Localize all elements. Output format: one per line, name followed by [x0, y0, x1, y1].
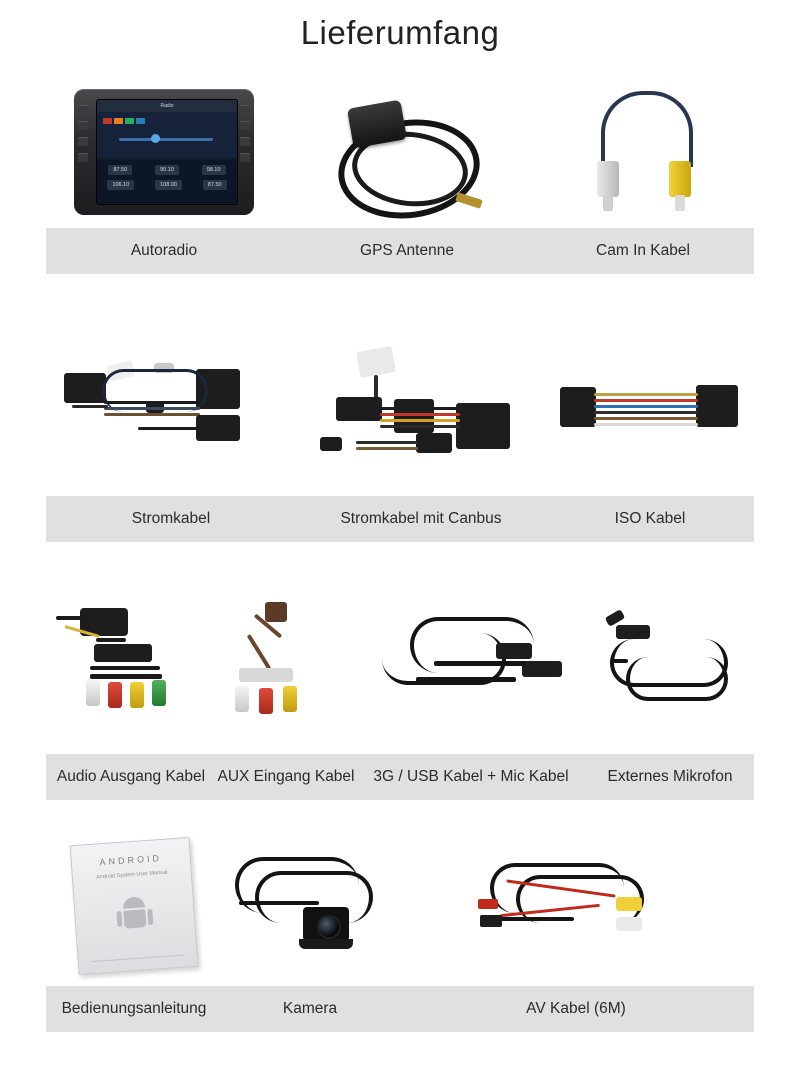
stromkabel-image — [46, 326, 296, 496]
label-bedienungsanleitung: Bedienungsanleitung — [61, 1000, 207, 1017]
row-4-images — [46, 826, 754, 986]
page-title: Lieferumfang — [300, 14, 500, 51]
label-usb-mic-kabel: 3G / USB Kabel + Mic Kabel — [373, 768, 569, 785]
row-4 — [46, 826, 754, 1032]
row-1-labels — [46, 228, 754, 274]
label-stromkabel-canbus: Stromkabel mit Canbus — [340, 510, 502, 527]
user-manual-booklet-icon — [70, 837, 199, 975]
label-cam-in-kabel: Cam In Kabel — [596, 242, 690, 259]
iso-kabel-image — [546, 326, 754, 496]
preset-1: 87.50 — [108, 165, 132, 175]
label-audio-ausgang-kabel: Audio Ausgang Kabel — [56, 768, 206, 785]
bedienungsanleitung-image — [46, 826, 222, 986]
manual-brand: ANDROID — [99, 852, 163, 868]
row-1 — [46, 78, 754, 274]
label-iso-kabel: ISO Kabel — [614, 510, 686, 527]
radio-screen-header: Radio — [160, 103, 174, 109]
autoradio-image — [46, 78, 282, 228]
canbus-wiring-harness-icon — [296, 341, 546, 481]
car-stereo-head-unit-icon — [66, 83, 262, 223]
row-2 — [46, 326, 754, 542]
rca-camera-input-cable-icon — [583, 83, 703, 223]
preset-5: 108.00 — [155, 180, 182, 190]
av-extension-cable-icon — [476, 841, 676, 971]
row-2-images — [46, 326, 754, 496]
aux-input-rca-cable-icon — [221, 594, 351, 734]
usb-mic-kabel-image — [356, 574, 586, 754]
row-2-labels — [46, 496, 754, 542]
label-externes-mikrofon: Externes Mikrofon — [607, 768, 733, 785]
preset-3: 98.10 — [202, 165, 226, 175]
aux-eingang-kabel-image — [216, 574, 356, 754]
iso-connector-harness-icon — [546, 341, 754, 481]
label-kamera: Kamera — [282, 1000, 338, 1017]
android-robot-icon — [115, 896, 153, 932]
preset-2: 90.10 — [155, 165, 179, 175]
power-wiring-harness-icon — [46, 341, 296, 481]
label-av-kabel: AV Kabel (6M) — [526, 1000, 626, 1017]
stromkabel-canbus-image — [296, 326, 546, 496]
usb-and-mic-cable-icon — [376, 599, 566, 729]
preset-4: 106.10 — [107, 180, 134, 190]
label-autoradio: Autoradio — [130, 242, 198, 259]
row-1-images — [46, 78, 754, 228]
row-3-labels — [46, 754, 754, 800]
label-stromkabel: Stromkabel — [131, 510, 211, 527]
rear-view-camera-icon — [225, 841, 395, 971]
row-3-images — [46, 574, 754, 754]
row-4-labels — [46, 986, 754, 1032]
rca-audio-output-cable-icon — [56, 594, 206, 734]
cam-in-kabel-image — [532, 78, 754, 228]
label-aux-eingang-kabel: AUX Eingang Kabel — [217, 768, 355, 785]
preset-6: 87.50 — [203, 180, 227, 190]
gps-antenne-image — [282, 78, 532, 228]
label-gps-antenne: GPS Antenne — [360, 242, 454, 259]
externes-mikrofon-image — [586, 574, 754, 754]
av-kabel-image — [398, 826, 754, 986]
gps-antenna-puck-cable-icon — [322, 86, 492, 221]
row-3 — [46, 574, 754, 800]
manual-subtitle: Android System User Manual — [95, 869, 168, 881]
external-microphone-cable-icon — [590, 599, 750, 729]
audio-ausgang-kabel-image — [46, 574, 216, 754]
kamera-image — [222, 826, 398, 986]
rows-container — [0, 78, 800, 1032]
